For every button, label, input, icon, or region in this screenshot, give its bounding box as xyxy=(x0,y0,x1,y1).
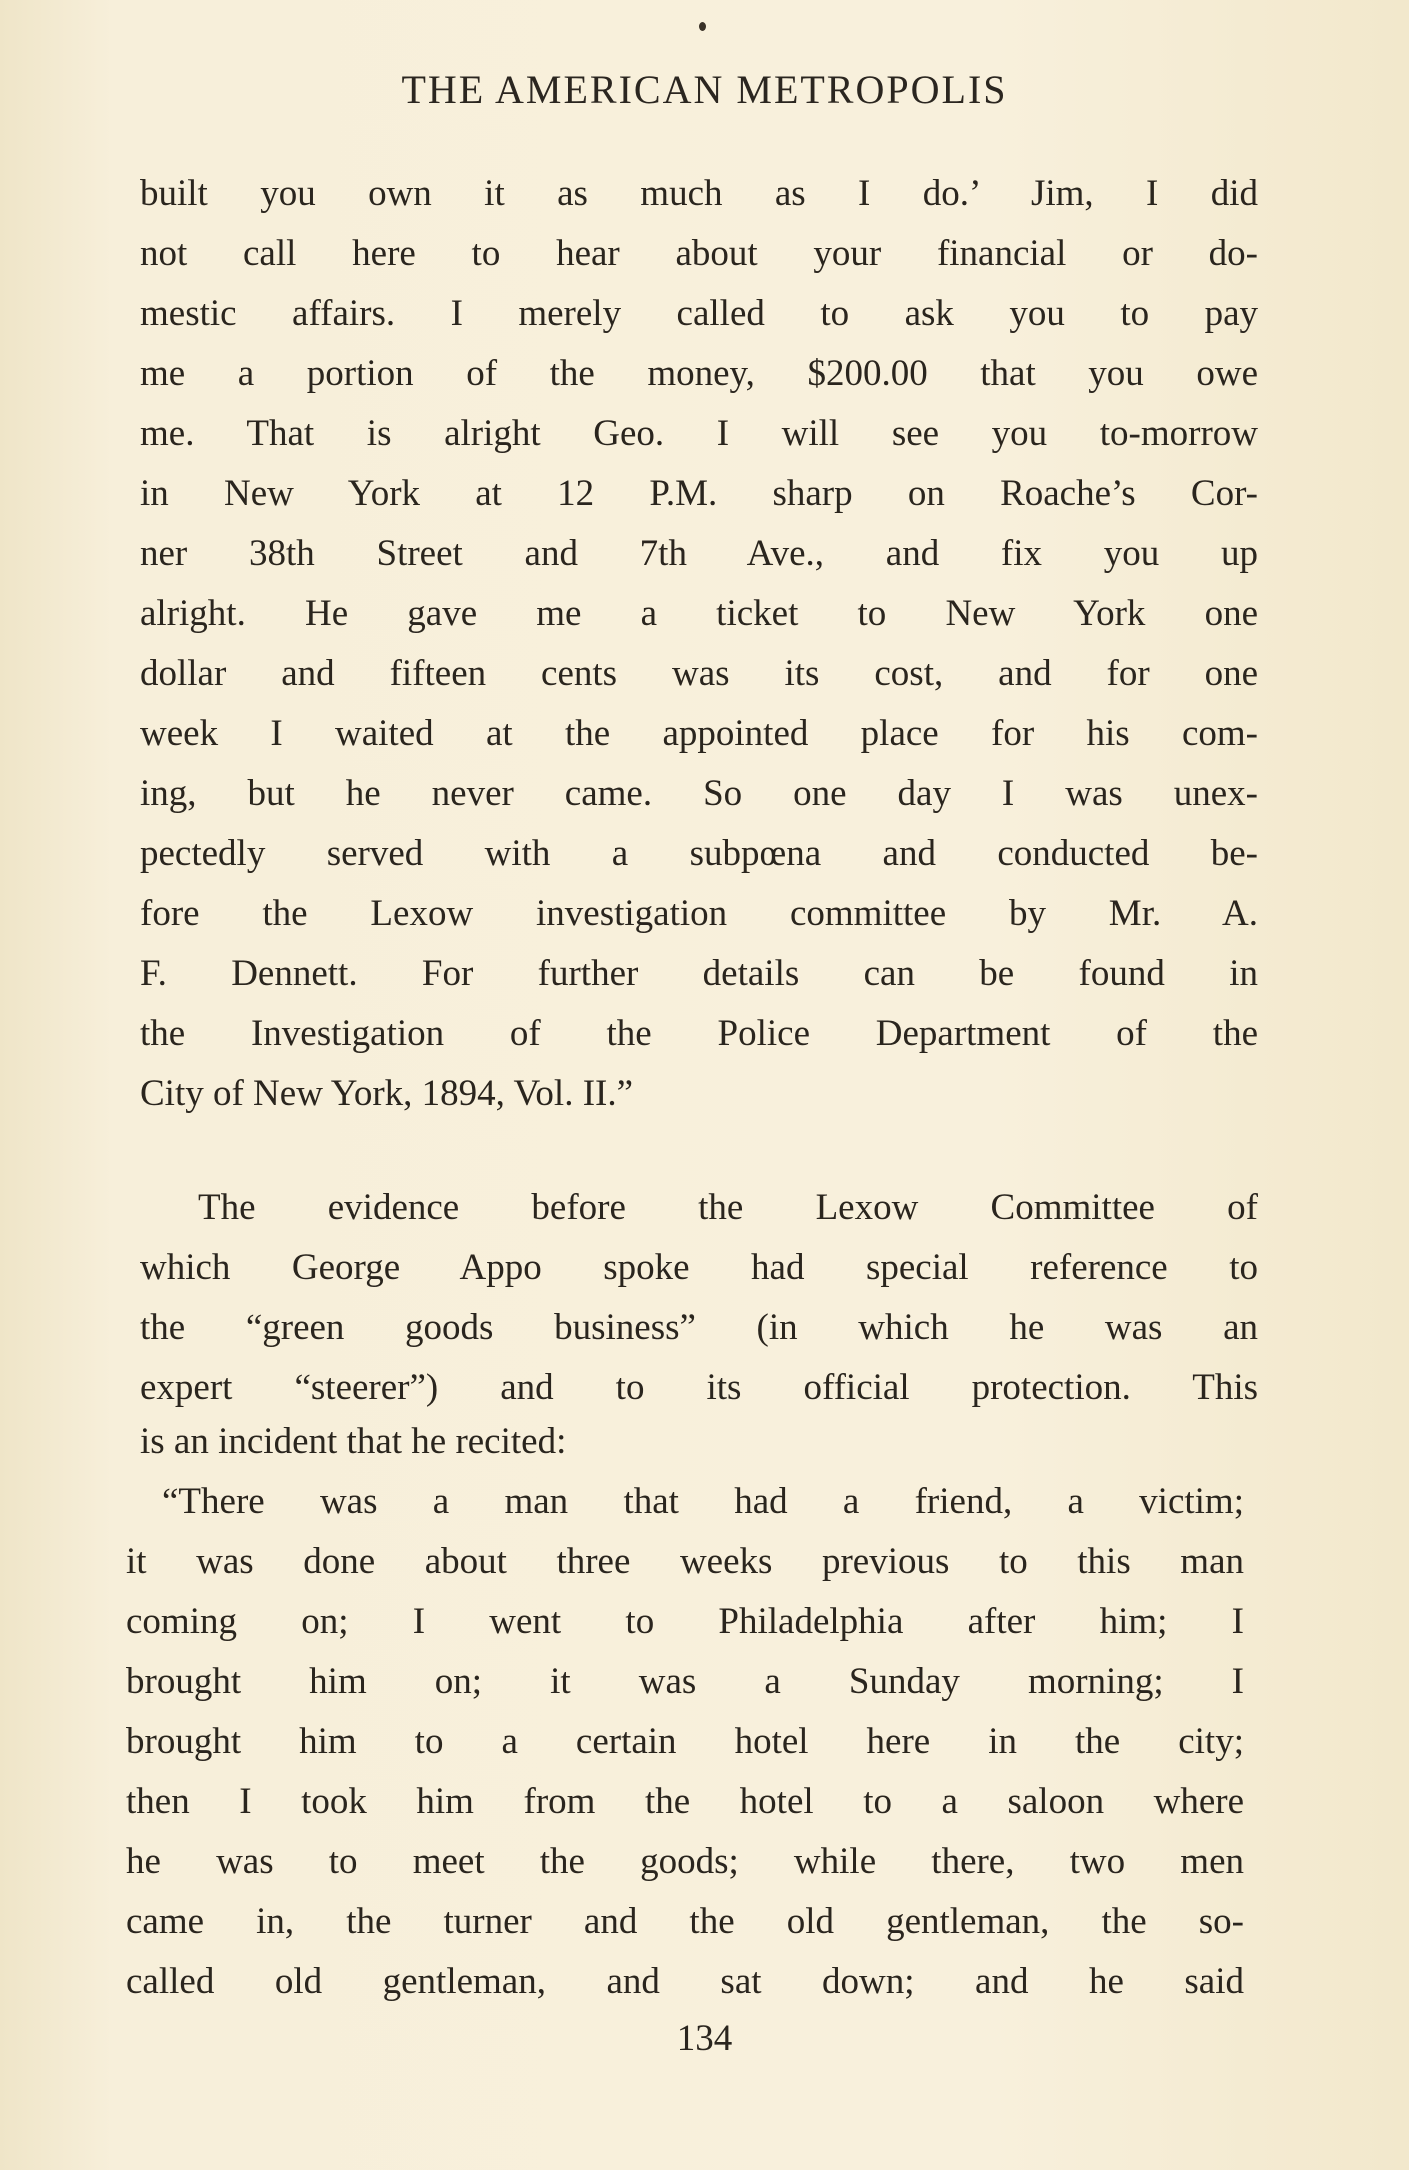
text-line: called old gentleman, and sat down; and he said xyxy=(126,1961,1244,2002)
text-line: F. Dennett. For further details can be found in xyxy=(140,953,1258,994)
text-line: in New York at 12 P.M. sharp on Roache’s Cor- xyxy=(140,473,1258,514)
text-line: it was done about three weeks previous to this man xyxy=(126,1541,1244,1582)
text-line: “There was a man that had a friend, a victim; xyxy=(162,1481,1244,1522)
text-line: week I waited at the appointed place for his com- xyxy=(140,713,1258,754)
text-line: pectedly served with a subpœna and conducted be- xyxy=(140,833,1258,874)
text-line: me. That is alright Geo. I will see you to-morrow xyxy=(140,413,1258,454)
text-line: the Investigation of the Police Department of the xyxy=(140,1013,1258,1054)
text-line: City of New York, 1894, Vol. II.” xyxy=(140,1073,634,1114)
text-line: brought him to a certain hotel here in the city; xyxy=(126,1721,1244,1762)
running-head: THE AMERICAN METROPOLIS xyxy=(401,67,1008,112)
ink-dot xyxy=(699,22,706,31)
text-line: alright. He gave me a ticket to New York one xyxy=(140,593,1258,634)
text-line: fore the Lexow investigation committee by Mr. A. xyxy=(140,893,1258,934)
text-line: ing, but he never came. So one day I was unex- xyxy=(140,773,1258,814)
text-line: which George Appo spoke had special reference to xyxy=(140,1247,1258,1288)
text-line: ner 38th Street and 7th Ave., and fix you up xyxy=(140,533,1258,574)
text-line: he was to meet the goods; while there, two men xyxy=(126,1841,1244,1882)
text-line: then I took him from the hotel to a saloon where xyxy=(126,1781,1244,1822)
text-line: mestic affairs. I merely called to ask you to pay xyxy=(140,293,1258,334)
text-line: came in, the turner and the old gentleman, the so- xyxy=(126,1901,1244,1942)
text-line: expert “steerer”) and to its official protection. This xyxy=(140,1367,1258,1408)
text-line: me a portion of the money, $200.00 that you owe xyxy=(140,353,1258,394)
text-line: is an incident that he recited: xyxy=(140,1421,567,1462)
text-line: brought him on; it was a Sunday morning; I xyxy=(126,1661,1244,1702)
text-line: The evidence before the Lexow Committee of xyxy=(198,1187,1258,1228)
page-number: 134 xyxy=(676,2018,733,2059)
text-line: dollar and fifteen cents was its cost, and for one xyxy=(140,653,1258,694)
text-line: the “green goods business” (in which he was an xyxy=(140,1307,1258,1348)
text-line: coming on; I went to Philadelphia after him; I xyxy=(126,1601,1244,1642)
text-line: built you own it as much as I do.’ Jim, I did xyxy=(140,173,1258,214)
text-line: not call here to hear about your financial or do- xyxy=(140,233,1258,274)
